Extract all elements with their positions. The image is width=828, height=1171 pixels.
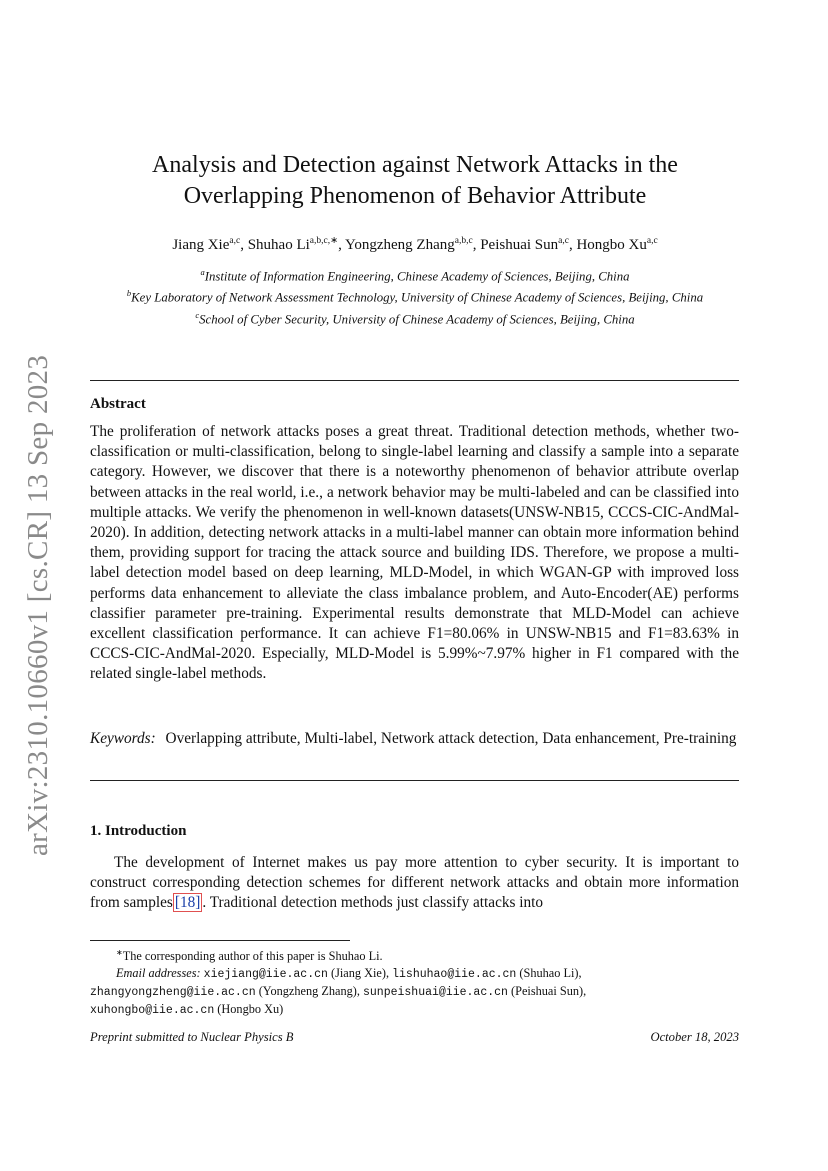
author: Peishuai Sun$^{a,c}$, (480, 236, 577, 253)
affiliation-text: School of Cyber Security, University of Chinese Academy of Sciences, Beijing, China (199, 311, 635, 326)
email-line: Email addresses: xiejiang@iie.ac.cn (Jiang Xie), lishuhao@iie.ac.cn (Shuhao Li), (116, 966, 582, 982)
author-affiliation-mark: a,b,c,∗ (309, 236, 339, 246)
preprint-date: October 18, 2023 (650, 1030, 739, 1044)
footnote-mark: ∗ (116, 948, 123, 957)
affiliation-mark: c (195, 309, 200, 320)
affiliation-mark: b (126, 288, 132, 299)
keywords-label: Keywords: (90, 730, 156, 747)
affiliation (90, 264, 740, 285)
email-label: Email addresses: (116, 966, 201, 981)
author: Jiang Xie$^{a,c}$, (172, 236, 248, 253)
title-line-1: Analysis and Detection against Network Attacks in the (152, 152, 678, 178)
author: Shuhao $Li^{a,b,c,∗}$, (247, 236, 346, 253)
email-line: xuhongbo@iie.ac.cn (Hongbo Xu) (90, 1002, 284, 1018)
preprint-note: Preprint submitted to Nuclear Physics B (90, 1030, 294, 1044)
title-line-2: Overlapping Phenomenon of Behavior Attribute (183, 183, 647, 209)
email-link[interactable]: zhangyongzheng@iie.ac.cn (90, 986, 256, 1000)
author-list (90, 231, 740, 255)
author-affiliation-mark: a,c (229, 236, 241, 246)
affiliation-text: Institute of Information Engineering, Chinese Academy of Sciences, Beijing, China (204, 269, 630, 284)
affiliation (90, 285, 740, 306)
affiliation (90, 307, 740, 328)
author-affiliation-mark: a,c (558, 236, 569, 246)
author-name: Hongbo Xu (576, 237, 647, 253)
abstract-bottom-rule (90, 780, 739, 781)
keywords (90, 729, 739, 749)
email-link[interactable]: sunpeishuai@iie.ac.cn (363, 986, 508, 1000)
affiliations (90, 264, 740, 328)
introduction-heading: 1. Introduction (90, 823, 187, 839)
paper-title (90, 150, 740, 212)
abstract-top-rule (90, 380, 739, 381)
author (576, 237, 657, 253)
author-affiliation-mark: a,b,c (454, 236, 473, 246)
email-line: zhangyongzheng@iie.ac.cn (Yongzheng Zhang), sunpeishuai@iie.ac.cn (Peishuai Sun), (90, 984, 587, 1000)
corresponding-author-note: ∗The corresponding author of this paper is Shuhao Li. (116, 948, 383, 964)
affiliation-text: Key Laboratory of Network Assessment Technology, University of Chinese Academy of Sciences, Beijing, China (131, 290, 704, 305)
author: Yongzheng Zhang$^{a,b,c}$, (345, 236, 481, 253)
arxiv-identifier[interactable]: arXiv:2310.10660v1 [cs.CR] 13 Sep 2023 (22, 354, 54, 856)
author-name: Shuhao Li (247, 237, 310, 253)
email-link[interactable]: xiejiang@iie.ac.cn (203, 968, 328, 982)
introduction-text: The development of Internet makes us pay more attention to cyber security. It is important to construct corresponding detection schemes for different network attacks and obtain more information from samples [18] . Traditional detection methods just classify attacks into (90, 854, 739, 912)
email-link[interactable]: xuhongbo@iie.ac.cn (90, 1004, 215, 1018)
email-link[interactable]: lishuhao@iie.ac.cn (392, 968, 517, 982)
author-name: Jiang Xie (172, 237, 230, 253)
footnotes (90, 944, 739, 1019)
footnote-rule (90, 940, 350, 941)
author-name: Peishuai Sun (480, 237, 559, 253)
abstract-text: The proliferation of network attacks poses a great threat. Traditional detection methods, whether two-classification or multi-classification, belong to single-label learning and classify a sample into a separate category. However, we discover that there is a noteworthy phenomenon of behavior attribute overlap between attacks in the real world, i.e., a network behavior may be multi-labeled and can be classified into multiple attacks. We verify the phenomenon in well-known datasets(UNSW-NB15, CCCS-CIC-AndMal-2020). In addition, detecting network attacks in a multi-label manner can obtain more information behind them, providing support for tracing the attack source and building IDS. Therefore, we propose a multi-label detection model based on deep learning, MLD-Model, in which WGAN-GP with improved loss performs data enhancement to alleviate the class imbalance problem, and Auto-Encoder(AE) performs classifier parameter pre-training. Experimental results demonstrate that MLD-Model can achieve excellent classification performance. It can achieve F1=80.06% in UNSW-NB15 and F1=83.63% in CCCS-CIC-AndMal-2020. Especially, MLD-Model is 5.99%~7.97% higher in F1 compared with the related single-label methods. (90, 423, 739, 683)
citation-link[interactable]: [18] (174, 894, 201, 912)
abstract-heading: Abstract (90, 396, 146, 412)
author-name: Yongzheng Zhang (345, 237, 455, 253)
author-affiliation-mark: a,c (646, 236, 658, 246)
keywords-text: Overlapping attribute, Multi-label, Network attack detection, Data enhancement, Pre-training (165, 730, 737, 747)
affiliation-mark: a (200, 267, 205, 277)
